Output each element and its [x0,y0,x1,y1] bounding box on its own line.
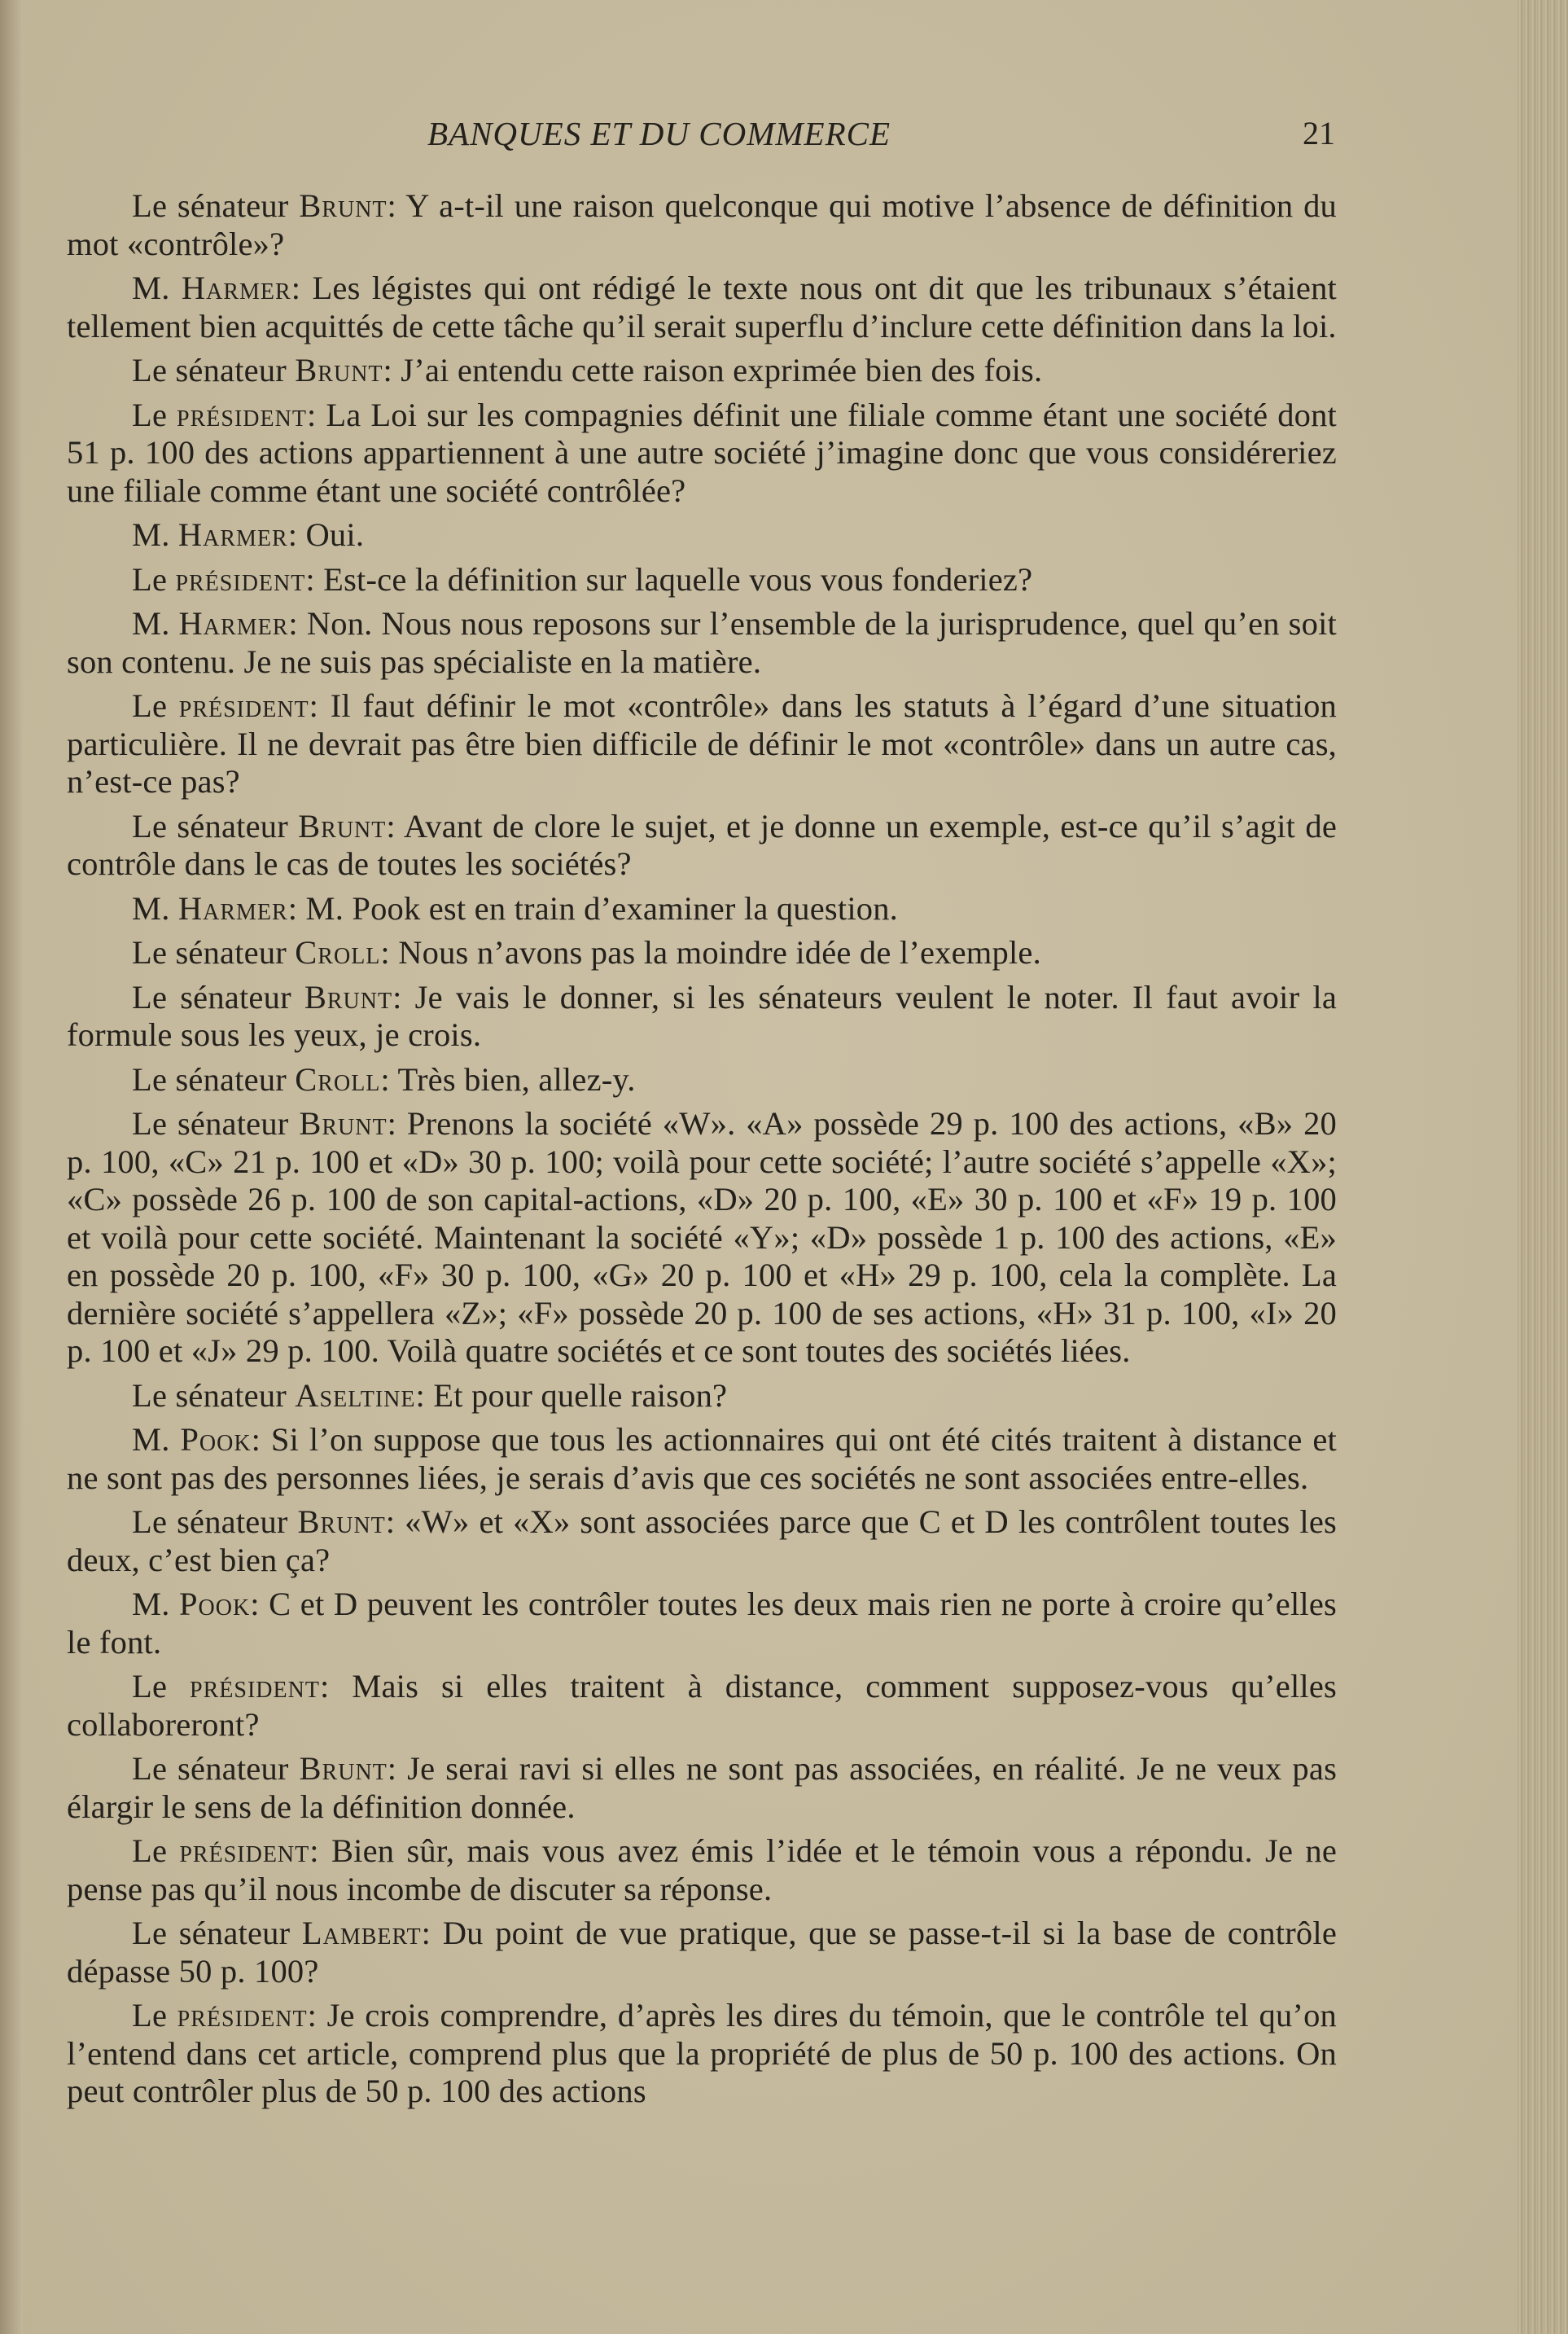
speech-text: : Il faut définir le mot «contrôle» dans les statuts à l’égard d’une situation particulière. Il ne devrait pas être bien difficile de définir le mot «contrôle» dans un autre cas, n’est-ce pas? [67,687,1338,800]
speaker-name: Brunt [299,1105,388,1142]
speech-text: : Y a-t-il une raison quelconque qui motive l’absence de définition du mot «contrôle»? [67,187,1338,262]
speech-text: : Je crois comprendre, d’après les dires du témoin, que le contrôle tel qu’on l’entend dans cet article, comprend plus que la propriété de plus de 50 p. 100 des actions. On peut contrôler plus de 50 p. 100 des actions [67,1997,1338,2109]
speaker-prefix: Le [132,1997,168,2033]
paragraph-23 [67,1997,1337,2111]
paragraph-13 [67,1061,1337,1099]
paragraph-4 [67,397,1337,511]
speech-text: : Je vais le donner, si les sénateurs veulent le noter. Il faut avoir la formule sous les yeux, je crois. [67,978,1337,1053]
speaker-prefix: Le sénateur [132,1376,287,1414]
speaker-prefix: M. [132,889,170,927]
speaker-name: président [190,1668,320,1704]
paragraph-14 [67,1105,1337,1371]
paragraph-3 [67,352,1337,390]
speaker-prefix: Le sénateur [132,352,287,388]
speech-text: : «W» et «X» sont associées parce que C et D les contrôlent toutes les deux, c’est bien ça? [67,1503,1337,1578]
speaker-name: Brunt [299,1750,388,1787]
paragraph-18 [67,1586,1337,1661]
speaker-prefix: M. [132,1586,170,1622]
paragraph-21 [67,1832,1337,1908]
speech-text: : J’ai entendu cette raison exprimée bien des fois. [383,352,1043,388]
paragraph-11 [67,934,1337,972]
speaker-name: président [175,560,306,598]
speaker-prefix: Le [132,1668,168,1704]
running-header [65,114,1335,163]
speaker-name: Harmer [177,516,288,553]
paragraph-5 [67,516,1337,555]
speaker-prefix: Le sénateur [132,807,288,845]
speaker-name: Brunt [297,1503,386,1540]
speaker-name: président [178,687,309,724]
speaker-prefix: Le [132,396,168,433]
speech-text: : Et pour quelle raison? [415,1376,728,1414]
speaker-prefix: Le sénateur [132,187,289,224]
speech-text: : Nous n’avons pas la moindre idée de l’exemple. [380,934,1041,971]
speech-text: : M. Pook est en train d’examiner la question. [287,889,898,927]
speech-text: : Je serai ravi si elles ne sont pas associées, en réalité. Je ne veux pas élargir le sens de la définition donnée. [67,1750,1338,1825]
paragraph-1 [67,187,1337,263]
speaker-name: Brunt [298,807,387,845]
speech-text: : Avant de clore le sujet, et je donne un exemple, est-ce qu’il s’agit de contrôle dans le cas de toutes les sociétés? [67,807,1337,882]
page-number: 21 [1303,115,1335,151]
speech-text: : Les légistes qui ont rédigé le texte nous ont dit que les tribunaux s’étaient tellement bien acquittés de cette tâche qu’il serait superflu d’inclure cette définition dans la loi. [67,270,1337,344]
speaker-name: Pook [180,1421,252,1458]
speaker-name: Harmer [178,605,289,642]
speaker-name: Lambert [301,1915,422,1951]
speaker-prefix: Le sénateur [132,1915,291,1951]
running-title: BANQUES ET DU COMMERCE [427,115,891,152]
speaker-prefix: Le [132,560,168,598]
speaker-name: Brunt [295,352,383,388]
speech-text: : Mais si elles traitent à distance, comment supposez-vous qu’elles collaboreront? [67,1668,1337,1743]
paragraph-15 [67,1377,1337,1415]
speech-text: : Non. Nous nous reposons sur l’ensemble de la jurisprudence, quel qu’en soit son contenu. Je ne suis pas spécialiste en la matière. [67,605,1337,680]
speaker-prefix: Le sénateur [132,1503,288,1540]
speaker-prefix: M. [132,605,170,642]
speaker-name: Pook [179,1586,251,1622]
speaker-prefix: M. [132,270,170,306]
paragraph-16 [67,1421,1337,1497]
paragraph-6 [67,561,1337,599]
speech-text: : La Loi sur les compagnies définit une filiale comme étant une société dont 51 p. 100 des actions appartiennent à une autre société j’imagine donc que vous considéreriez une filiale comme étant une société contrôlée? [67,396,1337,509]
speaker-name: président [177,1997,308,2033]
speaker-prefix: Le [132,687,168,724]
speech-text: : C et D peuvent les contrôler toutes les deux mais rien ne porte à croire qu’elles le font. [67,1586,1337,1661]
paragraph-9 [67,808,1337,884]
paragraph-7 [67,605,1337,681]
speech-text: : Oui. [287,516,365,553]
speaker-prefix: M. [132,516,170,553]
speaker-name: Harmer [177,889,288,927]
speech-text: : Très bien, allez-y. [380,1060,636,1098]
speaker-name: Brunt [299,187,388,224]
paragraph-8 [67,687,1337,801]
speech-text: : Prenons la société «W». «A» possède 29 p. 100 des actions, «B» 20 p. 100, «C» 21 p. 100 et «D» 30 p. 100; voilà pour cette société; l’autre société s’appelle «X»; «C» possède 26 p. 100 de son capital-actions, «D» 20 p. 100, «E» 30 p. 100 et «F» 19 p. 100 et voilà pour cette société. Maintenant la société «Y»; «D» possède 1 p. 100 des actions, «E» en possède 20 p. 100, «F» 30 p. 100, «G» 20 p. 100 et «H» 29 p. 100, cela la complète. La dernière société s’appellera «Z»; «F» possède 20 p. 100 de ses actions, «H» 31 p. 100, «I» 20 p. 100 et «J» 29 p. 100. Voilà quatre sociétés et ce sont toutes des sociétés liées. [67,1105,1337,1369]
speaker-name: Harmer [181,270,291,306]
speaker-prefix: Le sénateur [132,1105,289,1142]
speaker-name: président [179,1832,310,1869]
paragraph-12 [67,979,1337,1055]
speaker-name: Croll [295,934,381,971]
paragraph-20 [67,1750,1337,1826]
paragraph-22 [67,1915,1337,1990]
speech-text: : Du point de vue pratique, que se passe-t-il si la base de contrôle dépasse 50 p. 100? [67,1915,1337,1990]
speaker-prefix: Le sénateur [132,978,291,1016]
paragraph-2 [67,270,1337,345]
paragraph-17 [67,1503,1337,1579]
speaker-name: Brunt [304,978,393,1016]
book-spine-shadow [0,0,23,2334]
speaker-prefix: Le sénateur [132,934,287,971]
page-edge [1518,0,1568,2334]
speaker-prefix: Le sénateur [132,1750,289,1787]
speech-text: : Si l’on suppose que tous les actionnaires qui ont été cités traitent à distance et ne sont pas des personnes liées, je serais d’avis que ces sociétés ne sont associées entre-elles. [67,1421,1337,1496]
paragraph-19 [67,1668,1337,1744]
speech-text: : Bien sûr, mais vous avez émis l’idée et le témoin vous a répondu. Je ne pense pas qu’il nous incombe de discuter sa réponse. [67,1832,1338,1907]
speaker-prefix: Le [132,1832,168,1869]
speech-text: : Est-ce la définition sur laquelle vous vous fonderiez? [305,560,1033,598]
paragraph-10 [67,890,1337,928]
transcript-body [67,187,1337,2117]
speaker-prefix: Le sénateur [132,1060,287,1098]
speaker-name: président [177,396,307,433]
speaker-name: Croll [295,1060,381,1098]
speaker-name: Aseltine [295,1376,416,1414]
speaker-prefix: M. [132,1421,170,1458]
